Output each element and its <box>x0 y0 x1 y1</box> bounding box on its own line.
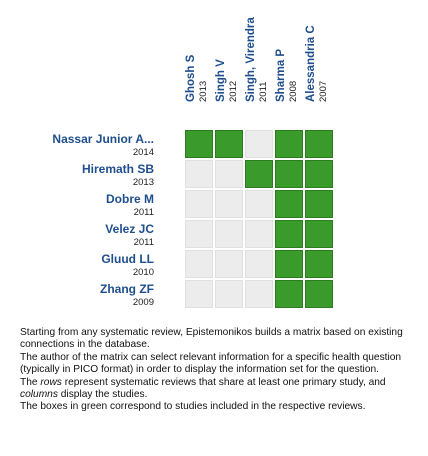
column-header-label <box>305 0 329 102</box>
matrix-cell-empty[interactable] <box>185 220 213 248</box>
matrix-cell-empty[interactable] <box>245 250 273 278</box>
matrix-cell-included[interactable] <box>275 220 303 248</box>
review-year: 2011 <box>133 237 154 248</box>
matrix-cell-included[interactable] <box>185 130 213 158</box>
column-header-label <box>275 0 299 102</box>
review-name: Gluud LL <box>101 252 154 266</box>
study-name: Singh, Virendra <box>245 17 257 102</box>
rows-emphasis: rows <box>40 376 62 388</box>
matrix-cell-empty[interactable] <box>245 220 273 248</box>
matrix-cell-empty[interactable] <box>245 130 273 158</box>
study-name: Sharma P <box>275 48 287 102</box>
matrix-cell-empty[interactable] <box>215 250 243 278</box>
matrix-cell-empty[interactable] <box>185 250 213 278</box>
matrix-cell-empty[interactable] <box>245 280 273 308</box>
matrix-cell-empty[interactable] <box>215 280 243 308</box>
column-header[interactable] <box>305 8 333 126</box>
review-year: 2014 <box>132 147 154 158</box>
column-header[interactable] <box>275 8 303 126</box>
review-name: Velez JC <box>105 222 154 236</box>
review-name: Zhang ZF <box>100 282 154 296</box>
review-name: Hiremath SB <box>81 162 154 176</box>
column-header-label <box>215 0 239 102</box>
study-name: Ghosh S <box>185 54 197 102</box>
description-paragraph-3 <box>20 377 408 402</box>
matrix-cell-included[interactable] <box>305 220 333 248</box>
description-text-fragment: The <box>20 376 41 388</box>
matrix-cell-included[interactable] <box>305 130 333 158</box>
matrix-cell-empty[interactable] <box>185 190 213 218</box>
matrix-cell-empty[interactable] <box>215 160 243 188</box>
column-header[interactable] <box>215 8 243 126</box>
study-year: 2008 <box>288 80 299 102</box>
description-text <box>20 327 408 414</box>
review-year: 2010 <box>132 267 154 278</box>
row-header[interactable] <box>0 221 154 251</box>
matrix-cell-empty[interactable] <box>215 220 243 248</box>
row-header[interactable] <box>0 191 154 221</box>
matrix-cell-included[interactable] <box>275 130 303 158</box>
row-header[interactable] <box>0 131 154 161</box>
description-text-fragment: display the studies. <box>57 389 148 401</box>
matrix-cell-empty[interactable] <box>185 160 213 188</box>
description-paragraph-4: The boxes in green correspond to studies included in the respective reviews. <box>20 401 366 413</box>
study-year: 2013 <box>198 80 209 102</box>
matrix-cell-included[interactable] <box>275 280 303 308</box>
column-header-label <box>185 0 209 102</box>
review-name: Dobre M <box>106 192 154 206</box>
matrix-cell-included[interactable] <box>305 250 333 278</box>
matrix-cell-empty[interactable] <box>215 190 243 218</box>
study-year: 2007 <box>318 80 329 102</box>
matrix-cell-included[interactable] <box>245 160 273 188</box>
review-year: 2013 <box>132 177 154 188</box>
matrix-cell-included[interactable] <box>305 280 333 308</box>
column-header-label <box>245 0 269 102</box>
matrix-cell-empty[interactable] <box>245 190 273 218</box>
matrix-cell-empty[interactable] <box>185 280 213 308</box>
review-year: 2009 <box>132 297 154 308</box>
study-year: 2011 <box>258 81 269 102</box>
matrix-cell-included[interactable] <box>275 190 303 218</box>
columns-emphasis: columns <box>20 389 58 401</box>
description-paragraph-2: The author of the matrix can select relevant information for a specific health question (typically in PICO format) in order to display the information set for the question. <box>20 351 402 376</box>
row-header[interactable] <box>0 251 154 281</box>
review-name: Nassar Junior A... <box>52 132 154 146</box>
matrix-cell-included[interactable] <box>275 250 303 278</box>
column-header[interactable] <box>185 8 213 126</box>
study-year: 2012 <box>228 80 239 102</box>
review-year: 2011 <box>133 207 154 218</box>
study-name: Alessandria C <box>305 25 317 102</box>
matrix-cell-included[interactable] <box>215 130 243 158</box>
description-paragraph-1: Starting from any systematic review, Epistemonikos builds a matrix based on existing connections in the database. <box>20 327 403 351</box>
study-name: Singh V <box>215 59 227 102</box>
matrix-cell-included[interactable] <box>305 190 333 218</box>
row-header[interactable] <box>0 161 154 191</box>
column-header[interactable] <box>245 8 273 126</box>
description-text-fragment: represent systematic reviews that share at least one primary study, and <box>61 376 386 388</box>
row-header[interactable] <box>0 281 154 311</box>
matrix-cell-included[interactable] <box>305 160 333 188</box>
matrix-cell-included[interactable] <box>275 160 303 188</box>
